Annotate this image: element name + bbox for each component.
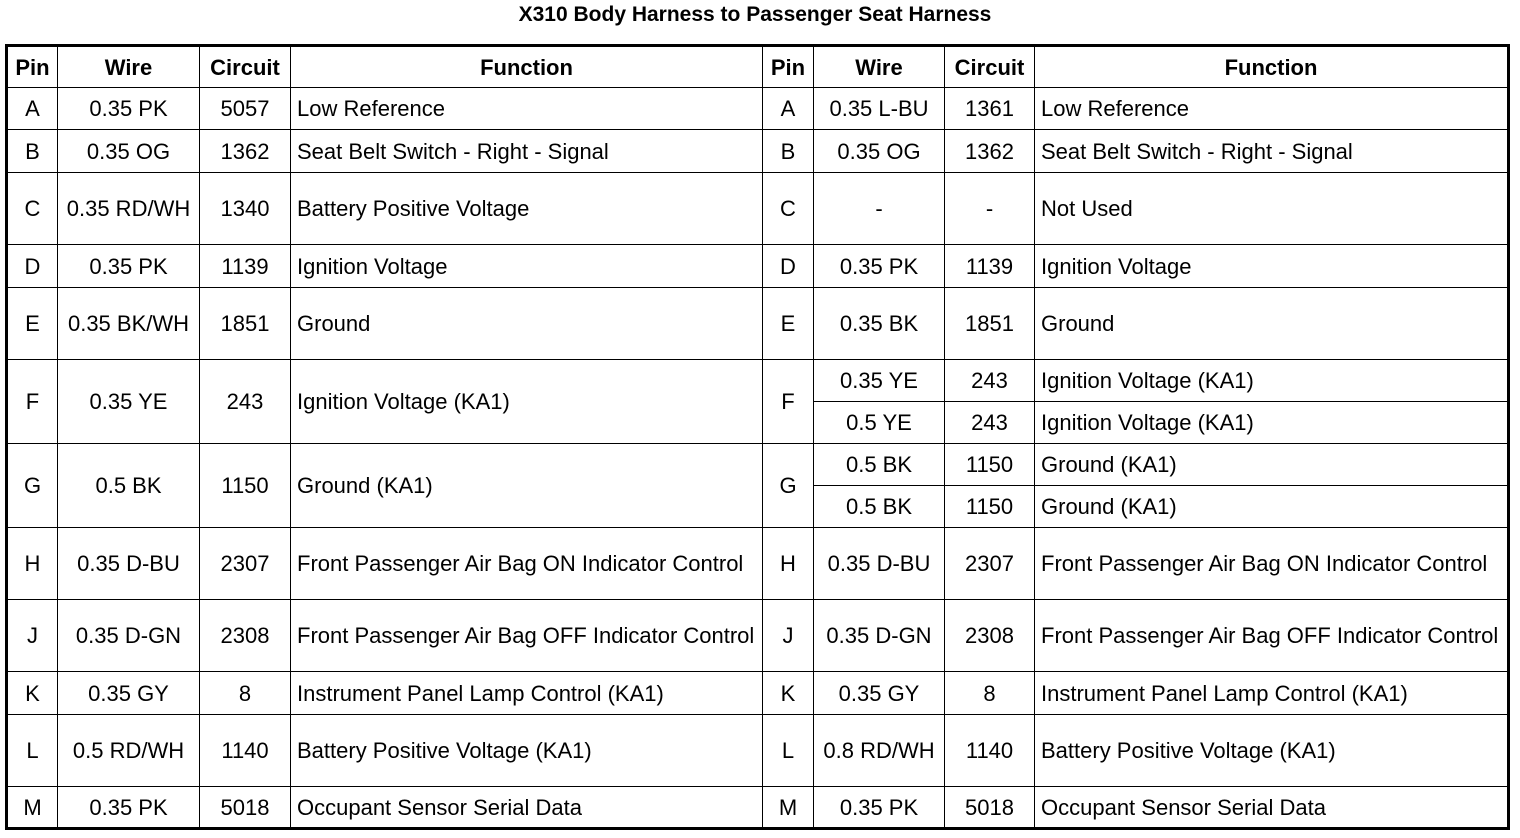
table-row <box>7 288 1509 360</box>
pin-cell: B <box>7 130 58 173</box>
wire-cell: 0.35 D-BU <box>58 528 200 600</box>
table-row <box>7 130 1509 173</box>
circuit-cell: 8 <box>945 672 1035 715</box>
pin-cell: J <box>7 600 58 672</box>
function-cell: Instrument Panel Lamp Control (KA1) <box>1035 672 1509 715</box>
wire-cell: 0.35 D-GN <box>58 600 200 672</box>
wire-cell: 0.5 BK <box>58 444 200 528</box>
header-circuit: Circuit <box>200 46 291 88</box>
pin-cell: D <box>7 245 58 288</box>
wire-cell: 0.5 RD/WH <box>58 715 200 787</box>
wire-cell: 0.35 GY <box>814 672 945 715</box>
pin-cell: C <box>7 173 58 245</box>
pin-cell: E <box>763 288 814 360</box>
table-row <box>7 173 1509 245</box>
pin-cell: G <box>7 444 58 528</box>
function-cell: Battery Positive Voltage (KA1) <box>291 715 763 787</box>
harness-table <box>5 44 1510 830</box>
function-cell: Ignition Voltage (KA1) <box>291 360 763 444</box>
circuit-cell: - <box>945 173 1035 245</box>
pin-cell: A <box>7 88 58 130</box>
wire-cell: 0.35 GY <box>58 672 200 715</box>
circuit-cell: 2307 <box>200 528 291 600</box>
header-wire: Wire <box>814 46 945 88</box>
circuit-cell: 1362 <box>945 130 1035 173</box>
pin-cell: M <box>763 787 814 829</box>
circuit-cell: 1361 <box>945 88 1035 130</box>
table-row <box>7 715 1509 787</box>
circuit-cell: 5018 <box>945 787 1035 829</box>
function-cell: Front Passenger Air Bag ON Indicator Control <box>1035 528 1509 600</box>
wire-cell: 0.35 L-BU <box>814 88 945 130</box>
pin-cell: F <box>7 360 58 444</box>
function-cell: Instrument Panel Lamp Control (KA1) <box>291 672 763 715</box>
circuit-cell: 1851 <box>945 288 1035 360</box>
circuit-cell: 1139 <box>945 245 1035 288</box>
function-cell: Battery Positive Voltage (KA1) <box>1035 715 1509 787</box>
wire-cell: 0.35 PK <box>814 787 945 829</box>
wire-cell: - <box>814 173 945 245</box>
wire-cell: 0.35 D-BU <box>814 528 945 600</box>
pin-cell: E <box>7 288 58 360</box>
pin-cell: H <box>7 528 58 600</box>
header-pin: Pin <box>7 46 58 88</box>
wire-cell: 0.8 RD/WH <box>814 715 945 787</box>
table-row <box>7 88 1509 130</box>
circuit-cell: 1140 <box>945 715 1035 787</box>
function-cell: Ignition Voltage (KA1) <box>1035 360 1509 402</box>
circuit-cell: 5018 <box>200 787 291 829</box>
wire-cell: 0.35 PK <box>58 88 200 130</box>
table-row <box>7 444 1509 486</box>
function-cell: Occupant Sensor Serial Data <box>291 787 763 829</box>
pin-cell: J <box>763 600 814 672</box>
function-cell: Seat Belt Switch - Right - Signal <box>1035 130 1509 173</box>
header-function: Function <box>291 46 763 88</box>
function-cell: Seat Belt Switch - Right - Signal <box>291 130 763 173</box>
document-title: X310 Body Harness to Passenger Seat Harness <box>518 3 992 26</box>
function-cell: Ground <box>1035 288 1509 360</box>
wire-cell: 0.35 YE <box>814 360 945 402</box>
pin-cell: C <box>763 173 814 245</box>
circuit-cell: 2308 <box>200 600 291 672</box>
wire-cell: 0.35 RD/WH <box>58 173 200 245</box>
circuit-cell: 243 <box>945 402 1035 444</box>
table-row <box>7 360 1509 402</box>
header-function: Function <box>1035 46 1509 88</box>
wire-cell: 0.35 BK/WH <box>58 288 200 360</box>
pin-cell: H <box>763 528 814 600</box>
circuit-cell: 2307 <box>945 528 1035 600</box>
wire-cell: 0.5 YE <box>814 402 945 444</box>
circuit-cell: 1362 <box>200 130 291 173</box>
pin-cell: L <box>763 715 814 787</box>
function-cell: Not Used <box>1035 173 1509 245</box>
pin-cell: B <box>763 130 814 173</box>
table-row <box>7 245 1509 288</box>
function-cell: Front Passenger Air Bag OFF Indicator Control <box>291 600 763 672</box>
pin-cell: G <box>763 444 814 528</box>
wire-cell: 0.5 BK <box>814 486 945 528</box>
circuit-cell: 1340 <box>200 173 291 245</box>
function-cell: Ground <box>291 288 763 360</box>
header-circuit: Circuit <box>945 46 1035 88</box>
wire-cell: 0.5 BK <box>814 444 945 486</box>
header-row <box>7 46 1509 88</box>
wire-cell: 0.35 PK <box>58 787 200 829</box>
header-pin: Pin <box>763 46 814 88</box>
wire-cell: 0.35 OG <box>814 130 945 173</box>
pin-cell: L <box>7 715 58 787</box>
wire-cell: 0.35 PK <box>814 245 945 288</box>
circuit-cell: 243 <box>945 360 1035 402</box>
pin-cell: M <box>7 787 58 829</box>
function-cell: Front Passenger Air Bag ON Indicator Control <box>291 528 763 600</box>
pin-cell: F <box>763 360 814 444</box>
pin-cell: K <box>763 672 814 715</box>
function-cell: Ground (KA1) <box>1035 444 1509 486</box>
function-cell: Ignition Voltage <box>1035 245 1509 288</box>
circuit-cell: 1150 <box>945 444 1035 486</box>
function-cell: Low Reference <box>291 88 763 130</box>
wire-cell: 0.35 BK <box>814 288 945 360</box>
circuit-cell: 243 <box>200 360 291 444</box>
wire-cell: 0.35 YE <box>58 360 200 444</box>
circuit-cell: 8 <box>200 672 291 715</box>
pin-cell: D <box>763 245 814 288</box>
function-cell: Ground (KA1) <box>1035 486 1509 528</box>
function-cell: Front Passenger Air Bag OFF Indicator Control <box>1035 600 1509 672</box>
table-row <box>7 787 1509 829</box>
circuit-cell: 1140 <box>200 715 291 787</box>
pin-cell: K <box>7 672 58 715</box>
table-row <box>7 672 1509 715</box>
circuit-cell: 1139 <box>200 245 291 288</box>
function-cell: Ignition Voltage <box>291 245 763 288</box>
circuit-cell: 1150 <box>945 486 1035 528</box>
circuit-cell: 2308 <box>945 600 1035 672</box>
function-cell: Battery Positive Voltage <box>291 173 763 245</box>
function-cell: Occupant Sensor Serial Data <box>1035 787 1509 829</box>
table-row <box>7 528 1509 600</box>
circuit-cell: 1150 <box>200 444 291 528</box>
table-row <box>7 600 1509 672</box>
wire-cell: 0.35 OG <box>58 130 200 173</box>
function-cell: Low Reference <box>1035 88 1509 130</box>
header-wire: Wire <box>58 46 200 88</box>
function-cell: Ignition Voltage (KA1) <box>1035 402 1509 444</box>
pin-cell: A <box>763 88 814 130</box>
wire-cell: 0.35 D-GN <box>814 600 945 672</box>
circuit-cell: 5057 <box>200 88 291 130</box>
circuit-cell: 1851 <box>200 288 291 360</box>
function-cell: Ground (KA1) <box>291 444 763 528</box>
wire-cell: 0.35 PK <box>58 245 200 288</box>
